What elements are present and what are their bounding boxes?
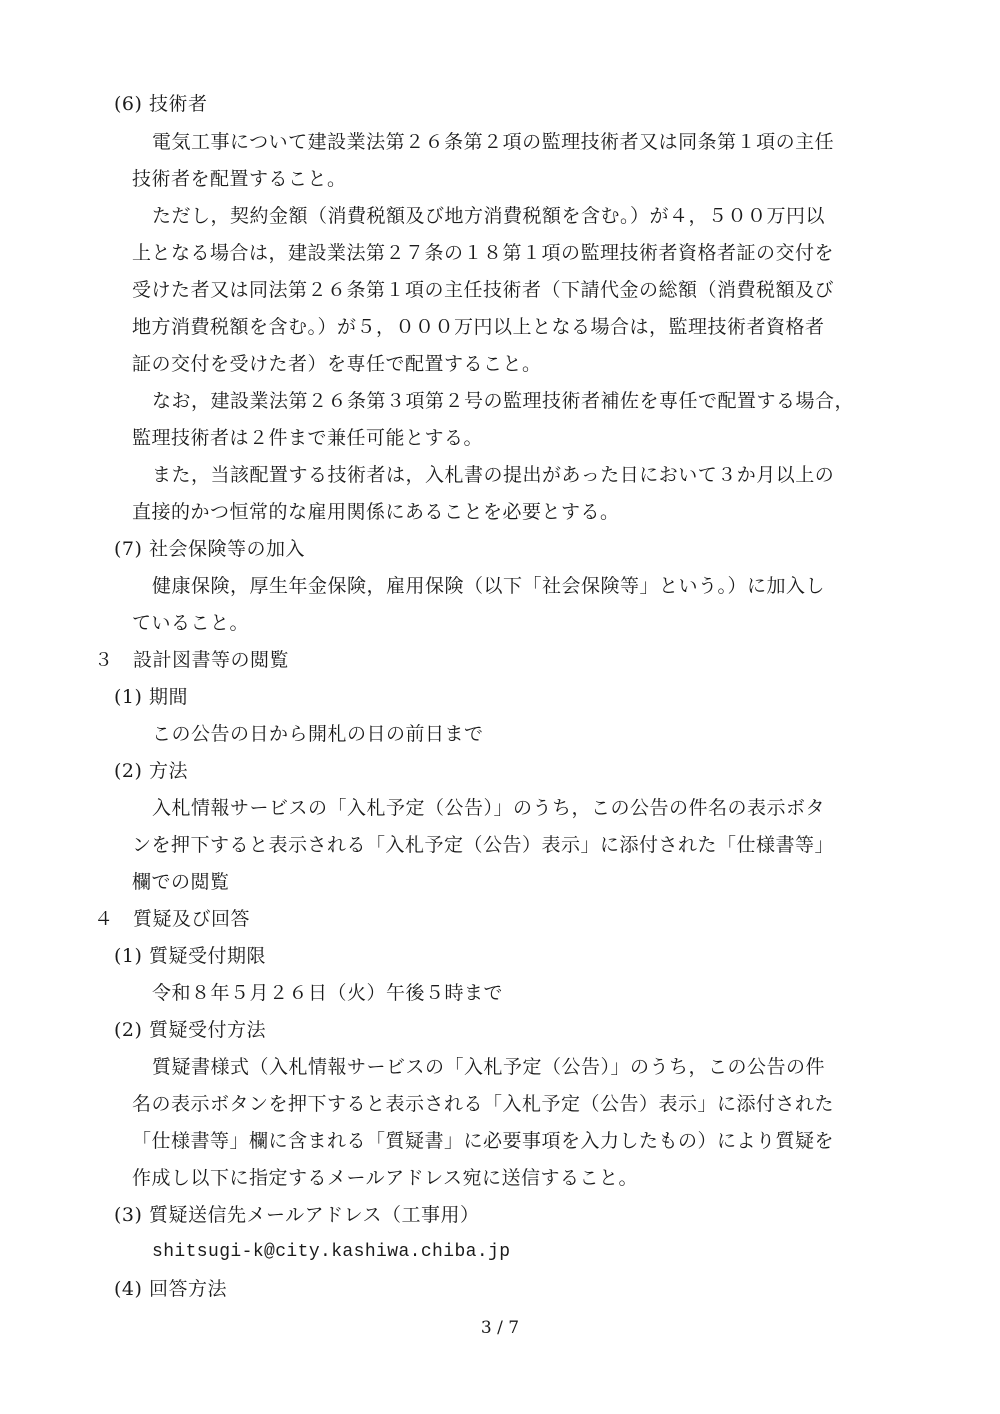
section-4-4-heading: (4) 回答方法	[114, 1278, 227, 1300]
section-2-6-p3-line2: 監理技術者は２件まで兼任可能とする。	[132, 427, 484, 449]
section-2-6-p2-line5: 証の交付を受けた者）を専任で配置すること。	[132, 353, 542, 375]
section-2-6-p1-line1: 電気工事について建設業法第２６条第２項の監理技術者又は同条第１項の主任	[152, 131, 835, 153]
section-2-7-p1-line1: 健康保険，厚生年金保険，雇用保険（以下「社会保険等」という。）に加入し	[152, 575, 826, 597]
section-2-7-heading: (7) 社会保険等の加入	[114, 538, 305, 560]
section-3-2-text-line2: ンを押下すると表示される「入札予定（公告）表示」に添付された「仕様書等」	[132, 834, 835, 856]
section-2-6-p4-line2: 直接的かつ恒常的な雇用関係にあることを必要とする。	[132, 501, 620, 523]
section-3-1-heading: (1) 期間	[114, 686, 188, 708]
section-3-1-text: この公告の日から開札の日の前日まで	[152, 723, 484, 745]
section-2-6-p2-line1: ただし，契約金額（消費税額及び地方消費税額を含む。）が４，５００万円以	[152, 205, 826, 227]
section-2-6-p2-line4: 地方消費税額を含む。）が５，０００万円以上となる場合は，監理技術者資格者	[132, 316, 825, 338]
section-2-6-p2-line2: 上となる場合は，建設業法第２７条の１８第１項の監理技術者資格者証の交付を	[132, 242, 835, 264]
section-2-7-p1-line2: ていること。	[132, 612, 250, 634]
section-2-6-heading: (6) 技術者	[114, 93, 208, 115]
section-4-2-text-line1: 質疑書様式（入札情報サービスの「入札予定（公告）」のうち，この公告の件	[152, 1056, 826, 1078]
section-4-2-text-line4: 作成し以下に指定するメールアドレス宛に送信すること。	[132, 1167, 639, 1189]
inquiry-email-address: shitsugi-k@city.kashiwa.chiba.jp	[152, 1242, 511, 1262]
section-4-2-text-line3: 「仕様書等」欄に含まれる「質疑書」に必要事項を入力したもの）により質疑を	[132, 1130, 835, 1152]
section-3-2-heading: (2) 方法	[114, 760, 188, 782]
section-4-2-heading: (2) 質疑受付方法	[114, 1019, 266, 1041]
section-2-6-p2-line3: 受けた者又は同法第２６条第１項の主任技術者（下請代金の総額（消費税額及び	[132, 279, 835, 301]
section-4-1-heading: (1) 質疑受付期限	[114, 945, 266, 967]
section-4-3-heading: (3) 質疑送信先メールアドレス（工事用）	[114, 1204, 480, 1226]
section-4-heading: ４ 質疑及び回答	[94, 908, 251, 930]
section-2-6-p1-line2: 技術者を配置すること。	[132, 168, 347, 190]
section-3-heading: ３ 設計図書等の閲覧	[94, 649, 290, 671]
section-3-2-text-line3: 欄での閲覧	[132, 871, 230, 893]
section-2-6-p3-line1: なお，建設業法第２６条第３項第２号の監理技術者補佐を専任で配置する場合，	[152, 390, 855, 412]
section-4-1-text: 令和８年５月２６日（火）午後５時まで	[152, 982, 504, 1004]
section-2-6-p4-line1: また，当該配置する技術者は，入札書の提出があった日において３か月以上の	[152, 464, 835, 486]
section-3-2-text-line1: 入札情報サービスの「入札予定（公告）」のうち，この公告の件名の表示ボタ	[152, 797, 826, 819]
page-number: 3 / 7	[480, 1318, 520, 1338]
section-4-2-text-line2: 名の表示ボタンを押下すると表示される「入札予定（公告）表示」に添付された	[132, 1093, 835, 1115]
